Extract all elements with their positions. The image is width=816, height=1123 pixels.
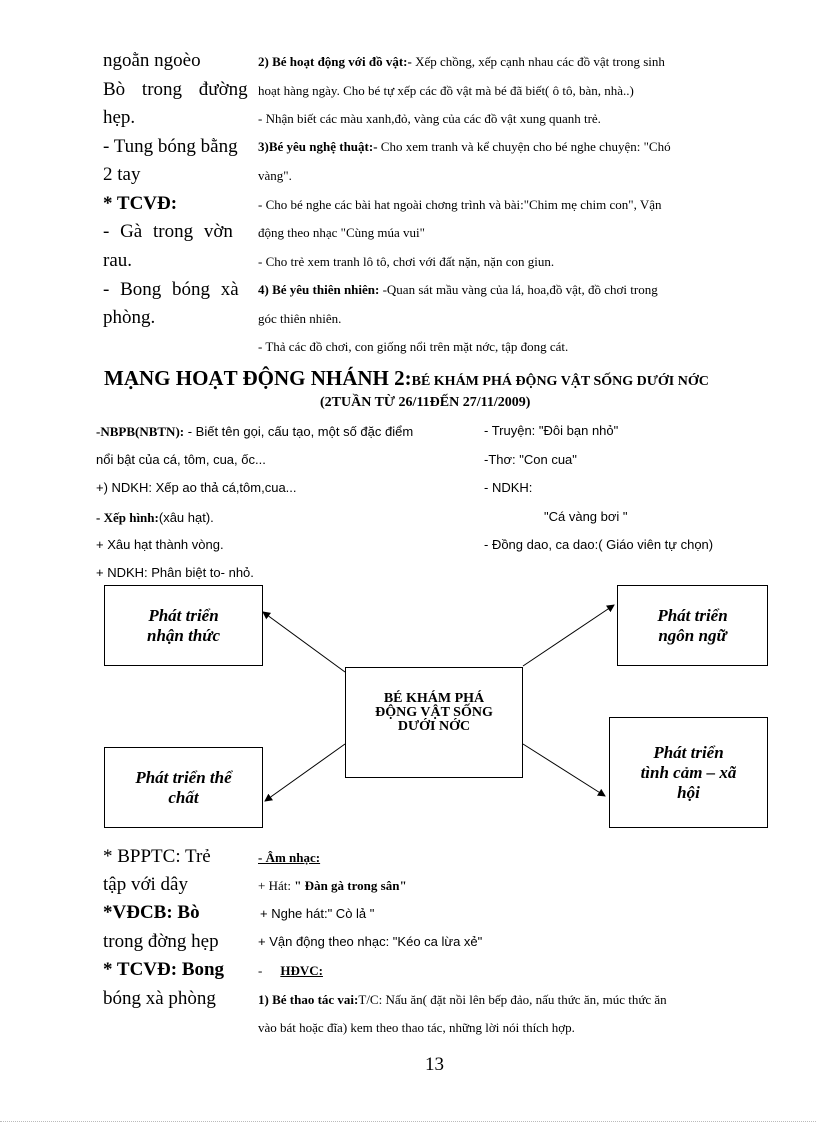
top-left-line: rau. — [103, 250, 133, 271]
paragraph-line: - Cho bé nghe các bài hat ngoài chơng trình và bài:"Chim mẹ chim con", Vận — [258, 197, 662, 212]
music-line: + Vận động theo nhạc: "Kéo ca lừa xẻ" — [258, 934, 483, 949]
paragraph-title: 3)Bé yêu nghệ thuật:- — [258, 139, 378, 154]
thao-tac-vai-text: T/C: Nấu ăn( đặt nồi lên bếp đảo, nấu thức ăn, múc thức ăn — [358, 992, 667, 1007]
top-left-line: ngoằn ngoèo — [103, 50, 201, 71]
paragraph-line: - Thả các đồ chơi, con giống nổi trên mặt nớc, tập đong cát. — [258, 339, 569, 354]
top-left-line: - Bong bóng xà — [103, 279, 239, 300]
bottom-left-line: * TCVĐ: Bong — [103, 959, 225, 980]
bottom-left-line: * BPPTC: Trẻ — [103, 846, 211, 867]
box-ngon-ngu — [617, 585, 768, 666]
paragraph-title: 2) Bé hoạt động với đồ vật:- — [258, 54, 412, 69]
bottom-left-line: bóng xà phòng — [103, 988, 216, 1009]
mid-left-line: +) NDKH: Xếp ao thả cá,tôm,cua... — [96, 480, 297, 495]
page-number: 13 — [425, 1054, 444, 1075]
mid-left-line: + Xâu hạt thành vòng. — [96, 537, 224, 552]
paragraph-line: - Nhận biết các màu xanh,đỏ, vàng của các đồ vật xung quanh trẻ. — [258, 111, 601, 126]
nbpb-label: -NBPB(NBTN): — [96, 424, 185, 439]
mid-left-line: + NDKH: Phân biệt to- nhỏ. — [96, 565, 254, 580]
thao-tac-vai-line: vào bát hoặc đĩa) kem theo thao tác, những lời nói thích hợp. — [258, 1020, 575, 1035]
top-left-line: 2 tay — [103, 164, 141, 185]
hdvc-label: HĐVC: — [280, 963, 323, 978]
heading-date-range: (2TUẦN TỪ 26/11ĐẾN 27/11/2009) — [320, 395, 531, 410]
arrow-to-nhan-thuc — [263, 612, 345, 672]
box-the-chat — [104, 747, 263, 828]
paragraph-text: Cho xem tranh và kể chuyện cho bé nghe chuyện: "Chó — [377, 139, 671, 154]
top-left-line: * TCVĐ: — [103, 193, 178, 214]
mid-right-line: -Thơ: "Con cua" — [484, 452, 577, 467]
paragraph-line: góc thiên nhiên. — [258, 311, 342, 326]
paragraph-line: - Cho trẻ xem tranh lô tô, chơi với đất nặn, nặn con giun. — [258, 254, 555, 269]
music-hat-label: + Hát: — [258, 878, 291, 893]
heading-topic: BÉ KHÁM PHÁ ĐỘNG VẬT SỐNG DƯỚI NỚC — [411, 374, 709, 389]
mid-right-line: - Truyện: "Đôi bạn nhỏ" — [484, 423, 619, 438]
box-label: Phát triển ngôn ngữ — [657, 605, 728, 645]
page-bottom-divider — [0, 1121, 816, 1122]
bottom-left-line: tập với dây — [103, 874, 188, 895]
paragraph-text: -Quan sát mầu vàng của lá, hoa,đồ vật, đồ chơi trong — [379, 282, 658, 297]
xep-hinh-text: (xâu hạt). — [158, 510, 214, 525]
nbpb-text: - Biết tên gọi, cấu tạo, một số đặc điểm — [184, 424, 414, 439]
box-label: BÉ KHÁM PHÁ ĐỘNG VẬT SỐNG DƯỚI NỚC — [375, 690, 493, 734]
paragraph-line: động theo nhạc "Cùng múa vui" — [258, 225, 425, 240]
mid-right-line: - Đồng dao, ca dao:( Giáo viên tự chọn) — [484, 537, 714, 552]
arrow-to-ngon-ngu — [523, 605, 614, 666]
xep-hinh-label: - Xếp hình: — [96, 510, 159, 525]
bottom-left-line: *VĐCB: Bò — [103, 902, 200, 923]
arrow-to-the-chat — [265, 744, 345, 801]
top-left-line: hẹp. — [103, 107, 136, 128]
music-hat-line — [258, 877, 407, 895]
box-nhan-thuc — [104, 585, 263, 666]
bottom-left-line: trong đờng hẹp — [103, 931, 219, 952]
mid-right-line: "Cá vàng bơi " — [544, 509, 628, 524]
top-left-line: Bò trong đường — [103, 79, 248, 100]
music-line: + Nghe hát:" Cò lả " — [260, 906, 375, 921]
top-left-line: phòng. — [103, 307, 156, 328]
box-tinh-cam-xa-hoi — [609, 717, 768, 828]
music-hat-song: " Đàn gà trong sân" — [290, 878, 407, 893]
paragraph-line: hoạt hàng ngày. Cho bé tự xếp các đồ vật mà bé đã biết( ô tô, bàn, nhà..) — [258, 83, 634, 98]
music-heading: - Âm nhạc: — [258, 850, 321, 865]
top-left-line: - Gà trong vờn — [103, 221, 233, 242]
thao-tac-vai-title: 1) Bé thao tác vai: — [258, 992, 359, 1007]
mid-right-line: - NDKH: — [484, 480, 533, 495]
heading-main: MẠNG HOẠT ĐỘNG NHÁNH 2: — [104, 366, 412, 390]
box-label: Phát triển tình cảm – xã hội — [640, 742, 737, 802]
box-label: Phát triển thể chất — [135, 767, 232, 807]
paragraph-title: 4) Bé yêu thiên nhiên: — [258, 282, 380, 297]
box-center-topic — [345, 667, 523, 778]
hdvc-dash: - — [258, 963, 263, 978]
paragraph-line: vàng". — [258, 168, 292, 183]
mid-left-line: nổi bật của cá, tôm, cua, ốc... — [96, 452, 266, 467]
top-left-line: - Tung bóng bằng — [103, 136, 238, 157]
box-label: Phát triển nhận thức — [146, 605, 221, 645]
paragraph-text: Xếp chồng, xếp cạnh nhau các đồ vật trong sinh — [411, 54, 665, 69]
arrow-to-tinh-cam — [523, 744, 605, 796]
hdvc-heading — [258, 962, 323, 980]
thao-tac-vai-line — [258, 991, 667, 1009]
